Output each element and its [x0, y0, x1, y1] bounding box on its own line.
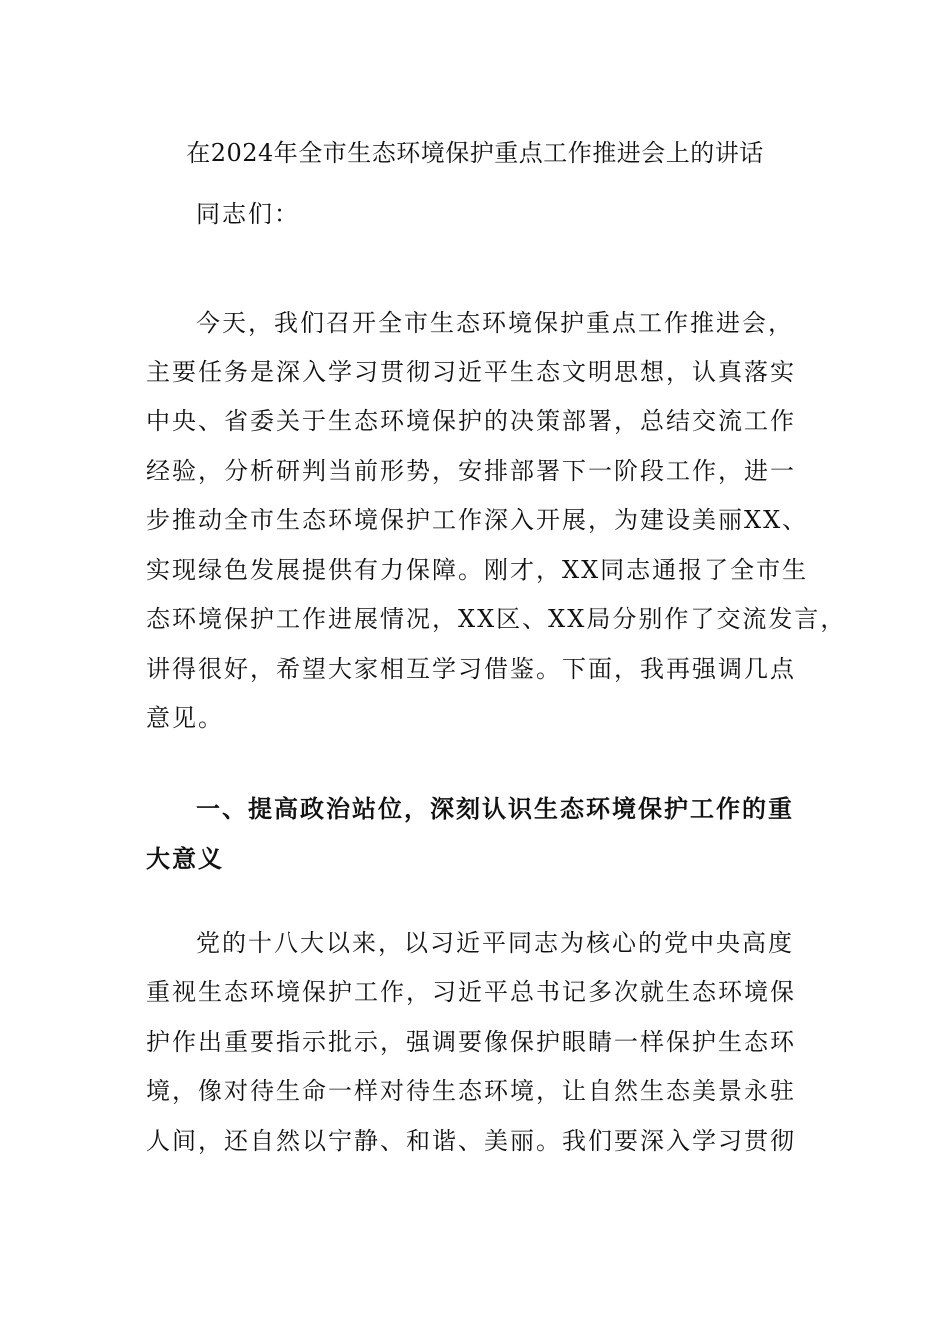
salutation: 同志们： [196, 200, 300, 228]
paragraph-line: 态环境保护工作进展情况，XX区、XX局分别作了交流发言， [146, 605, 847, 633]
paragraph-line: 意见。 [146, 704, 224, 732]
paragraph-line: 境，像对待生命一样对待生态环境，让自然生态美景永驻 [146, 1077, 796, 1105]
paragraph-line: 党的十八大以来，以习近平同志为核心的党中央高度 [196, 929, 794, 957]
paragraph-line: 中央、省委关于生态环境保护的决策部署，总结交流工作 [146, 407, 796, 435]
speech-title: 在2024年全市生态环境保护重点工作推进会上的讲话 [186, 139, 764, 167]
paragraph-line: 主要任务是深入学习贯彻习近平生态文明思想，认真落实 [146, 358, 796, 386]
paragraph-line: 经验，分析研判当前形势，安排部署下一阶段工作，进一 [146, 457, 796, 485]
paragraph-line: 步推动全市生态环境保护工作深入开展，为建设美丽XX、 [146, 506, 809, 534]
heading-line: 大意义 [146, 844, 224, 873]
paragraph-line: 讲得很好，希望大家相互学习借鉴。下面，我再强调几点 [146, 655, 796, 683]
paragraph-line: 人间，还自然以宁静、和谐、美丽。我们要深入学习贯彻 [146, 1127, 796, 1155]
paragraph-line: 重视生态环境保护工作，习近平总书记多次就生态环境保 [146, 978, 796, 1006]
heading-line: 一、提高政治站位，深刻认识生态环境保护工作的重 [196, 794, 794, 823]
paragraph-line: 今天，我们召开全市生态环境保护重点工作推进会， [196, 309, 794, 337]
paragraph-line: 护作出重要指示批示，强调要像保护眼睛一样保护生态环 [146, 1028, 796, 1056]
paragraph-line: 实现绿色发展提供有力保障。刚才，XX同志通报了全市生 [146, 556, 809, 584]
